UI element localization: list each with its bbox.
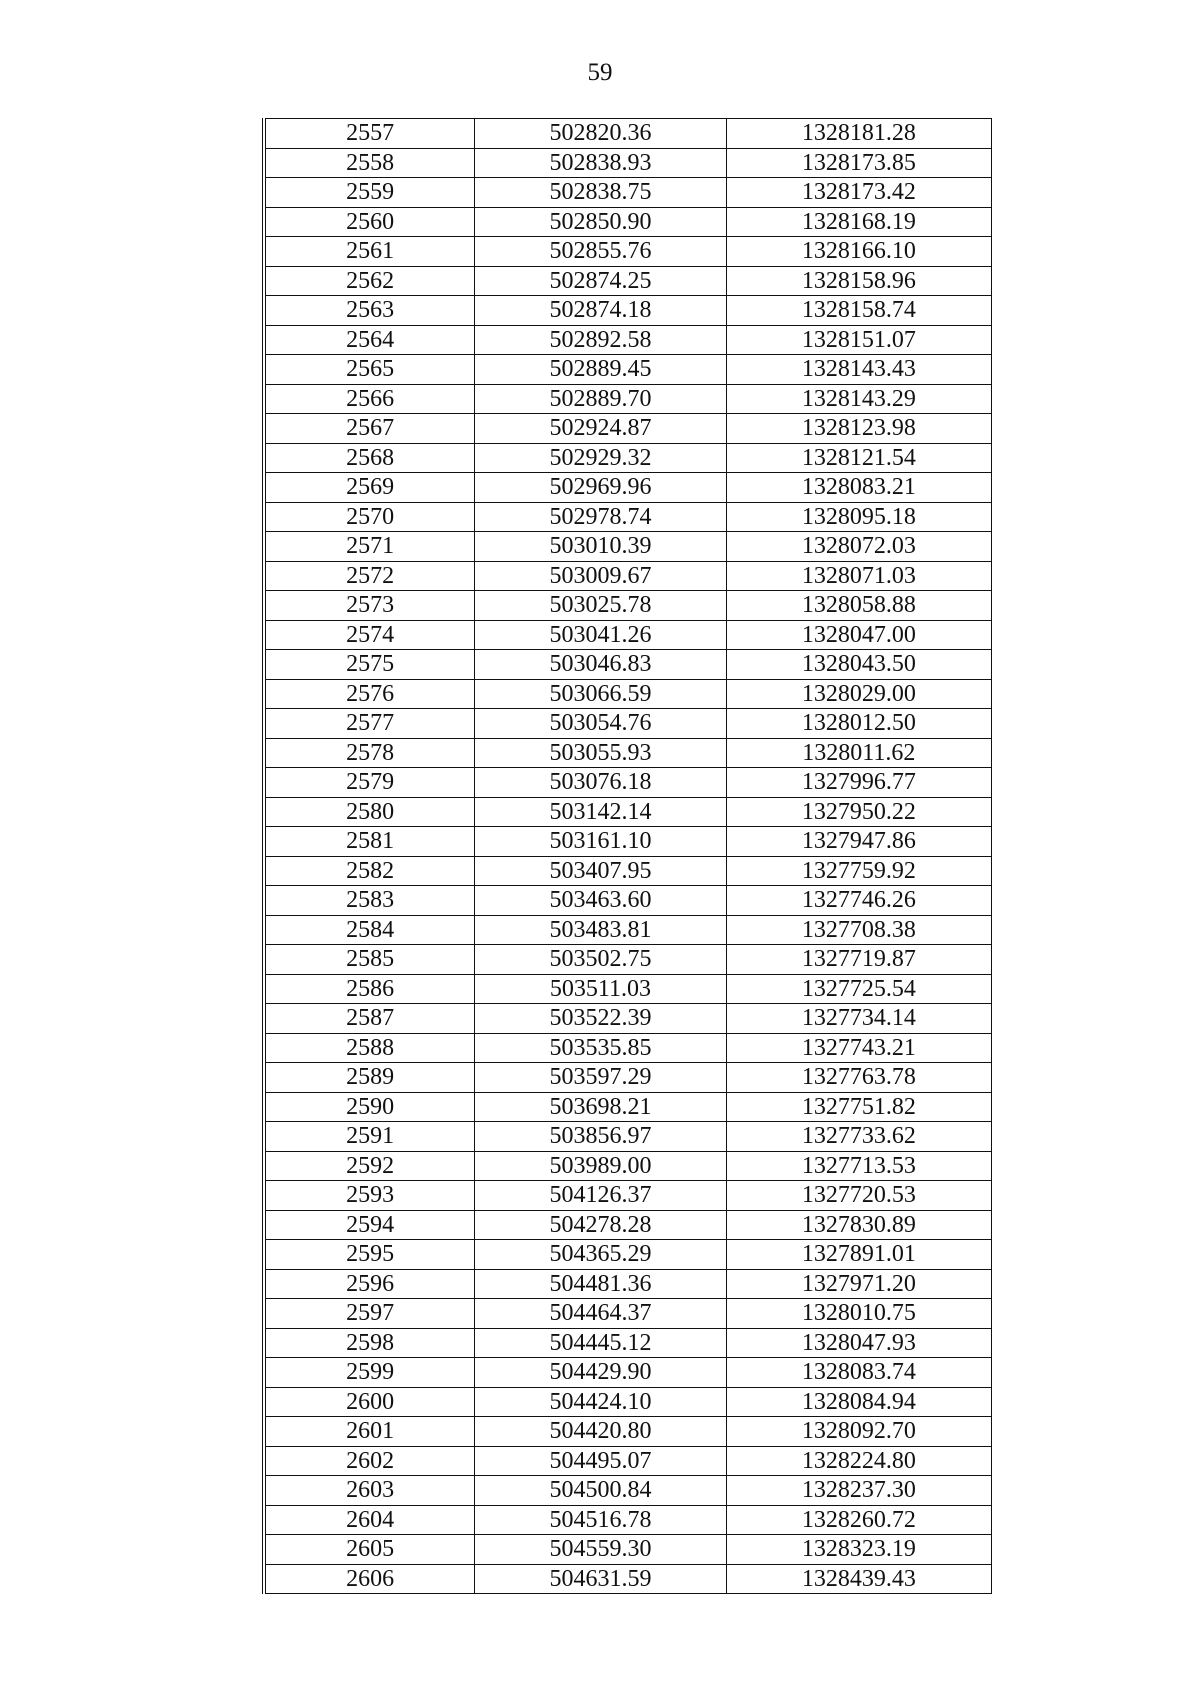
y-coordinate-cell: 1327725.54 <box>726 974 991 1004</box>
table-row <box>264 1122 992 1152</box>
y-coordinate-cell: 1327971.20 <box>726 1269 991 1299</box>
x-coordinate-cell: 503502.75 <box>475 945 726 975</box>
point-number-cell: 2557 <box>264 119 475 149</box>
y-coordinate-cell: 1327746.26 <box>726 886 991 916</box>
point-number-cell: 2563 <box>264 296 475 326</box>
y-coordinate-cell: 1328047.93 <box>726 1328 991 1358</box>
x-coordinate-cell: 503407.95 <box>475 856 726 886</box>
table-row <box>264 237 992 267</box>
table-row <box>264 1092 992 1122</box>
point-number-cell: 2599 <box>264 1358 475 1388</box>
point-number-cell: 2566 <box>264 384 475 414</box>
y-coordinate-cell: 1328151.07 <box>726 325 991 355</box>
page-number: 59 <box>587 59 613 86</box>
x-coordinate-cell: 504424.10 <box>475 1387 726 1417</box>
point-number-cell: 2561 <box>264 237 475 267</box>
point-number-cell: 2592 <box>264 1151 475 1181</box>
point-number-cell: 2570 <box>264 502 475 532</box>
y-coordinate-cell: 1328011.62 <box>726 738 991 768</box>
point-number-cell: 2604 <box>264 1505 475 1535</box>
table-row <box>264 384 992 414</box>
y-coordinate-cell: 1328121.54 <box>726 443 991 473</box>
y-coordinate-cell: 1328143.29 <box>726 384 991 414</box>
table-row <box>264 473 992 503</box>
x-coordinate-cell: 502889.70 <box>475 384 726 414</box>
point-number-cell: 2595 <box>264 1240 475 1270</box>
table-row <box>264 886 992 916</box>
x-coordinate-cell: 503522.39 <box>475 1004 726 1034</box>
x-coordinate-cell: 504464.37 <box>475 1299 726 1329</box>
y-coordinate-cell: 1327996.77 <box>726 768 991 798</box>
y-coordinate-cell: 1328092.70 <box>726 1417 991 1447</box>
table-row <box>264 1535 992 1565</box>
y-coordinate-cell: 1328029.00 <box>726 679 991 709</box>
table-row <box>264 679 992 709</box>
x-coordinate-cell: 502892.58 <box>475 325 726 355</box>
point-number-cell: 2598 <box>264 1328 475 1358</box>
y-coordinate-cell: 1327751.82 <box>726 1092 991 1122</box>
y-coordinate-cell: 1328439.43 <box>726 1564 991 1594</box>
point-number-cell: 2569 <box>264 473 475 503</box>
table-row <box>264 768 992 798</box>
point-number-cell: 2568 <box>264 443 475 473</box>
y-coordinate-cell: 1328143.43 <box>726 355 991 385</box>
table-row <box>264 856 992 886</box>
y-coordinate-cell: 1328166.10 <box>726 237 991 267</box>
point-number-cell: 2576 <box>264 679 475 709</box>
table-row <box>264 502 992 532</box>
point-number-cell: 2586 <box>264 974 475 1004</box>
y-coordinate-cell: 1328071.03 <box>726 561 991 591</box>
point-number-cell: 2572 <box>264 561 475 591</box>
y-coordinate-cell: 1328095.18 <box>726 502 991 532</box>
y-coordinate-cell: 1328083.21 <box>726 473 991 503</box>
point-number-cell: 2588 <box>264 1033 475 1063</box>
point-number-cell: 2601 <box>264 1417 475 1447</box>
table-row <box>264 1181 992 1211</box>
table-row <box>264 1210 992 1240</box>
table-row <box>264 325 992 355</box>
y-coordinate-cell: 1328047.00 <box>726 620 991 650</box>
table-row <box>264 738 992 768</box>
x-coordinate-cell: 504516.78 <box>475 1505 726 1535</box>
x-coordinate-cell: 503989.00 <box>475 1151 726 1181</box>
y-coordinate-cell: 1327713.53 <box>726 1151 991 1181</box>
point-number-cell: 2562 <box>264 266 475 296</box>
y-coordinate-cell: 1327830.89 <box>726 1210 991 1240</box>
table-row <box>264 709 992 739</box>
x-coordinate-cell: 502838.93 <box>475 148 726 178</box>
x-coordinate-cell: 502889.45 <box>475 355 726 385</box>
point-number-cell: 2585 <box>264 945 475 975</box>
point-number-cell: 2577 <box>264 709 475 739</box>
y-coordinate-cell: 1328123.98 <box>726 414 991 444</box>
x-coordinate-cell: 503025.78 <box>475 591 726 621</box>
x-coordinate-cell: 502855.76 <box>475 237 726 267</box>
table-row <box>264 1269 992 1299</box>
x-coordinate-cell: 502978.74 <box>475 502 726 532</box>
y-coordinate-cell: 1328173.42 <box>726 178 991 208</box>
x-coordinate-cell: 502874.25 <box>475 266 726 296</box>
point-number-cell: 2567 <box>264 414 475 444</box>
table-row <box>264 207 992 237</box>
x-coordinate-cell: 502820.36 <box>475 119 726 149</box>
point-number-cell: 2603 <box>264 1476 475 1506</box>
y-coordinate-cell: 1328012.50 <box>726 709 991 739</box>
point-number-cell: 2582 <box>264 856 475 886</box>
x-coordinate-cell: 504429.90 <box>475 1358 726 1388</box>
table-row <box>264 1564 992 1594</box>
y-coordinate-cell: 1327719.87 <box>726 945 991 975</box>
table-row <box>264 148 992 178</box>
y-coordinate-cell: 1328237.30 <box>726 1476 991 1506</box>
y-coordinate-cell: 1327759.92 <box>726 856 991 886</box>
y-coordinate-cell: 1328072.03 <box>726 532 991 562</box>
table-row <box>264 591 992 621</box>
x-coordinate-cell: 503856.97 <box>475 1122 726 1152</box>
point-number-cell: 2587 <box>264 1004 475 1034</box>
table-row <box>264 414 992 444</box>
table-row <box>264 1299 992 1329</box>
point-number-cell: 2560 <box>264 207 475 237</box>
x-coordinate-cell: 503597.29 <box>475 1063 726 1093</box>
point-number-cell: 2579 <box>264 768 475 798</box>
x-coordinate-cell: 504500.84 <box>475 1476 726 1506</box>
table-row <box>264 266 992 296</box>
table-row <box>264 443 992 473</box>
table-row <box>264 650 992 680</box>
point-number-cell: 2591 <box>264 1122 475 1152</box>
x-coordinate-cell: 503055.93 <box>475 738 726 768</box>
x-coordinate-cell: 503041.26 <box>475 620 726 650</box>
y-coordinate-cell: 1327947.86 <box>726 827 991 857</box>
x-coordinate-cell: 503009.67 <box>475 561 726 591</box>
x-coordinate-cell: 502924.87 <box>475 414 726 444</box>
point-number-cell: 2589 <box>264 1063 475 1093</box>
point-number-cell: 2565 <box>264 355 475 385</box>
point-number-cell: 2583 <box>264 886 475 916</box>
point-number-cell: 2571 <box>264 532 475 562</box>
table-row <box>264 1505 992 1535</box>
table-row <box>264 1033 992 1063</box>
table-row <box>264 620 992 650</box>
y-coordinate-cell: 1328181.28 <box>726 119 991 149</box>
point-number-cell: 2573 <box>264 591 475 621</box>
x-coordinate-cell: 503054.76 <box>475 709 726 739</box>
point-number-cell: 2602 <box>264 1446 475 1476</box>
x-coordinate-cell: 503511.03 <box>475 974 726 1004</box>
x-coordinate-cell: 504365.29 <box>475 1240 726 1270</box>
y-coordinate-cell: 1328323.19 <box>726 1535 991 1565</box>
table-row <box>264 532 992 562</box>
table-row <box>264 1387 992 1417</box>
table-row <box>264 1417 992 1447</box>
point-number-cell: 2596 <box>264 1269 475 1299</box>
x-coordinate-cell: 502969.96 <box>475 473 726 503</box>
table-row <box>264 915 992 945</box>
table-row <box>264 1004 992 1034</box>
point-number-cell: 2593 <box>264 1181 475 1211</box>
table-row <box>264 945 992 975</box>
x-coordinate-cell: 502874.18 <box>475 296 726 326</box>
y-coordinate-cell: 1327891.01 <box>726 1240 991 1270</box>
point-number-cell: 2578 <box>264 738 475 768</box>
y-coordinate-cell: 1327720.53 <box>726 1181 991 1211</box>
x-coordinate-cell: 504631.59 <box>475 1564 726 1594</box>
table-row <box>264 178 992 208</box>
y-coordinate-cell: 1327743.21 <box>726 1033 991 1063</box>
y-coordinate-cell: 1328158.74 <box>726 296 991 326</box>
point-number-cell: 2564 <box>264 325 475 355</box>
table-row <box>264 974 992 1004</box>
table-row <box>264 1446 992 1476</box>
y-coordinate-cell: 1328043.50 <box>726 650 991 680</box>
x-coordinate-cell: 504420.80 <box>475 1417 726 1447</box>
coordinates-table-body <box>264 119 992 1594</box>
x-coordinate-cell: 503698.21 <box>475 1092 726 1122</box>
point-number-cell: 2600 <box>264 1387 475 1417</box>
table-row <box>264 1063 992 1093</box>
point-number-cell: 2597 <box>264 1299 475 1329</box>
point-number-cell: 2584 <box>264 915 475 945</box>
x-coordinate-cell: 504495.07 <box>475 1446 726 1476</box>
y-coordinate-cell: 1328260.72 <box>726 1505 991 1535</box>
y-coordinate-cell: 1328224.80 <box>726 1446 991 1476</box>
table-row <box>264 797 992 827</box>
point-number-cell: 2580 <box>264 797 475 827</box>
x-coordinate-cell: 503483.81 <box>475 915 726 945</box>
x-coordinate-cell: 503010.39 <box>475 532 726 562</box>
y-coordinate-cell: 1327763.78 <box>726 1063 991 1093</box>
table-row <box>264 355 992 385</box>
x-coordinate-cell: 503066.59 <box>475 679 726 709</box>
x-coordinate-cell: 504481.36 <box>475 1269 726 1299</box>
x-coordinate-cell: 503161.10 <box>475 827 726 857</box>
y-coordinate-cell: 1327708.38 <box>726 915 991 945</box>
table-row <box>264 1358 992 1388</box>
table-row <box>264 1476 992 1506</box>
x-coordinate-cell: 503076.18 <box>475 768 726 798</box>
coordinates-table <box>262 118 992 1594</box>
point-number-cell: 2558 <box>264 148 475 178</box>
table-row <box>264 827 992 857</box>
table-row <box>264 1151 992 1181</box>
table-row <box>264 1328 992 1358</box>
point-number-cell: 2559 <box>264 178 475 208</box>
y-coordinate-cell: 1327734.14 <box>726 1004 991 1034</box>
point-number-cell: 2574 <box>264 620 475 650</box>
table-row <box>264 296 992 326</box>
x-coordinate-cell: 504445.12 <box>475 1328 726 1358</box>
table-row <box>264 1240 992 1270</box>
x-coordinate-cell: 502850.90 <box>475 207 726 237</box>
y-coordinate-cell: 1327733.62 <box>726 1122 991 1152</box>
y-coordinate-cell: 1328173.85 <box>726 148 991 178</box>
x-coordinate-cell: 504278.28 <box>475 1210 726 1240</box>
y-coordinate-cell: 1328168.19 <box>726 207 991 237</box>
x-coordinate-cell: 503463.60 <box>475 886 726 916</box>
y-coordinate-cell: 1328010.75 <box>726 1299 991 1329</box>
point-number-cell: 2581 <box>264 827 475 857</box>
y-coordinate-cell: 1327950.22 <box>726 797 991 827</box>
y-coordinate-cell: 1328158.96 <box>726 266 991 296</box>
point-number-cell: 2590 <box>264 1092 475 1122</box>
x-coordinate-cell: 502929.32 <box>475 443 726 473</box>
table-row <box>264 561 992 591</box>
y-coordinate-cell: 1328058.88 <box>726 591 991 621</box>
x-coordinate-cell: 504559.30 <box>475 1535 726 1565</box>
y-coordinate-cell: 1328084.94 <box>726 1387 991 1417</box>
x-coordinate-cell: 503535.85 <box>475 1033 726 1063</box>
point-number-cell: 2606 <box>264 1564 475 1594</box>
x-coordinate-cell: 503046.83 <box>475 650 726 680</box>
x-coordinate-cell: 502838.75 <box>475 178 726 208</box>
point-number-cell: 2594 <box>264 1210 475 1240</box>
x-coordinate-cell: 504126.37 <box>475 1181 726 1211</box>
point-number-cell: 2575 <box>264 650 475 680</box>
y-coordinate-cell: 1328083.74 <box>726 1358 991 1388</box>
table-row <box>264 119 992 149</box>
point-number-cell: 2605 <box>264 1535 475 1565</box>
x-coordinate-cell: 503142.14 <box>475 797 726 827</box>
